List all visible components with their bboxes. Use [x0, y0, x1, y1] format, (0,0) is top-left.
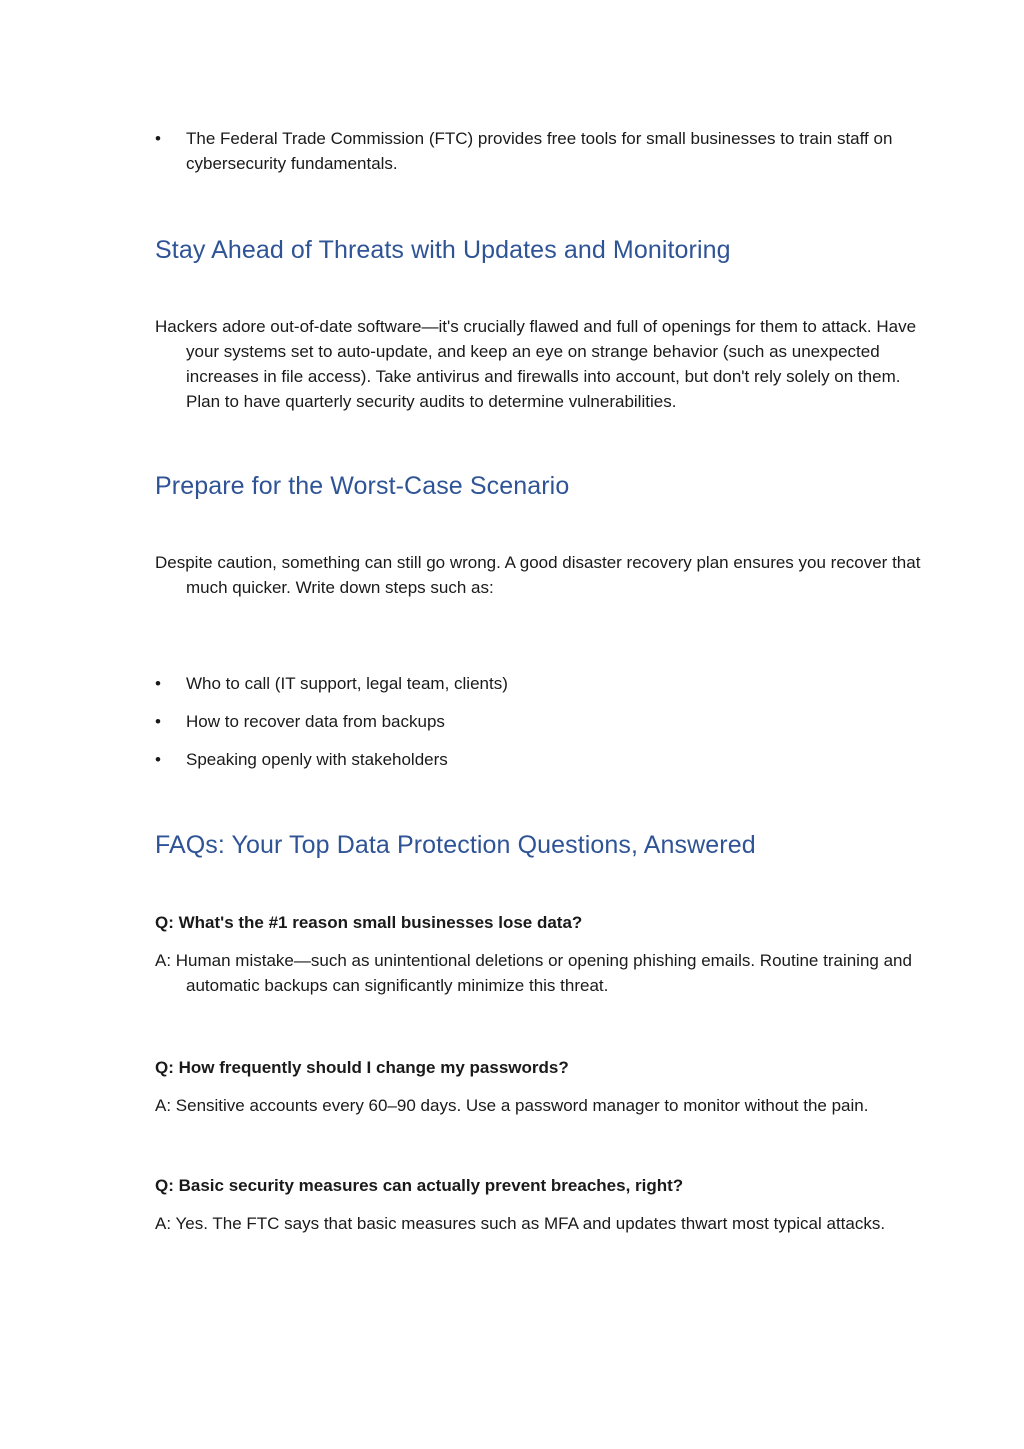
faq-answer-3: A: Yes. The FTC says that basic measures such as MFA and updates thwart most typical attacks.: [155, 1214, 886, 1233]
faq-answer-2: A: Sensitive accounts every 60–90 days. Use a password manager to monitor without the pain.: [155, 1096, 869, 1115]
bullet-glyph: •: [155, 674, 161, 693]
list-item: [155, 671, 931, 696]
list-item: [155, 747, 931, 772]
list-item-text: Speaking openly with stakeholders: [186, 750, 448, 769]
section-heading-faq: FAQs: Your Top Data Protection Questions, Answered: [155, 831, 756, 859]
bullet-glyph: •: [155, 129, 161, 148]
faq-question-2: Q: How frequently should I change my passwords?: [155, 1058, 569, 1077]
intro-bullet-item: [155, 126, 931, 176]
bullet-glyph: •: [155, 712, 161, 731]
list-item-text: Who to call (IT support, legal team, clients): [186, 674, 508, 693]
section-paragraph-worst-case: Despite caution, something can still go wrong. A good disaster recovery plan ensures you recover that much quicker. Write down steps such as:: [155, 553, 921, 597]
faq-answer-1: A: Human mistake—such as unintentional deletions or opening phishing emails. Routine training and automatic backups can significantly minimize this threat.: [155, 951, 912, 995]
intro-bullet-text: The Federal Trade Commission (FTC) provides free tools for small businesses to train staff on cybersecurity fundamentals.: [186, 129, 893, 173]
section-heading-worst-case: Prepare for the Worst-Case Scenario: [155, 472, 570, 500]
list-item-text: How to recover data from backups: [186, 712, 445, 731]
list-item: [155, 709, 931, 734]
faq-question-3: Q: Basic security measures can actually prevent breaches, right?: [155, 1176, 684, 1195]
section-heading-updates: Stay Ahead of Threats with Updates and Monitoring: [155, 236, 731, 264]
bullet-glyph: •: [155, 750, 161, 769]
faq-question-1: Q: What's the #1 reason small businesses lose data?: [155, 913, 583, 932]
section-paragraph-updates: Hackers adore out-of-date software—it's crucially flawed and full of openings for them to attack. Have your systems set to auto-update, and keep an eye on strange behavior (such as unexpected increases in file access). Take antivirus and firewalls into account, but don't rely solely on them. Plan to have quarterly security audits to determine vulnerabilities.: [155, 317, 917, 411]
